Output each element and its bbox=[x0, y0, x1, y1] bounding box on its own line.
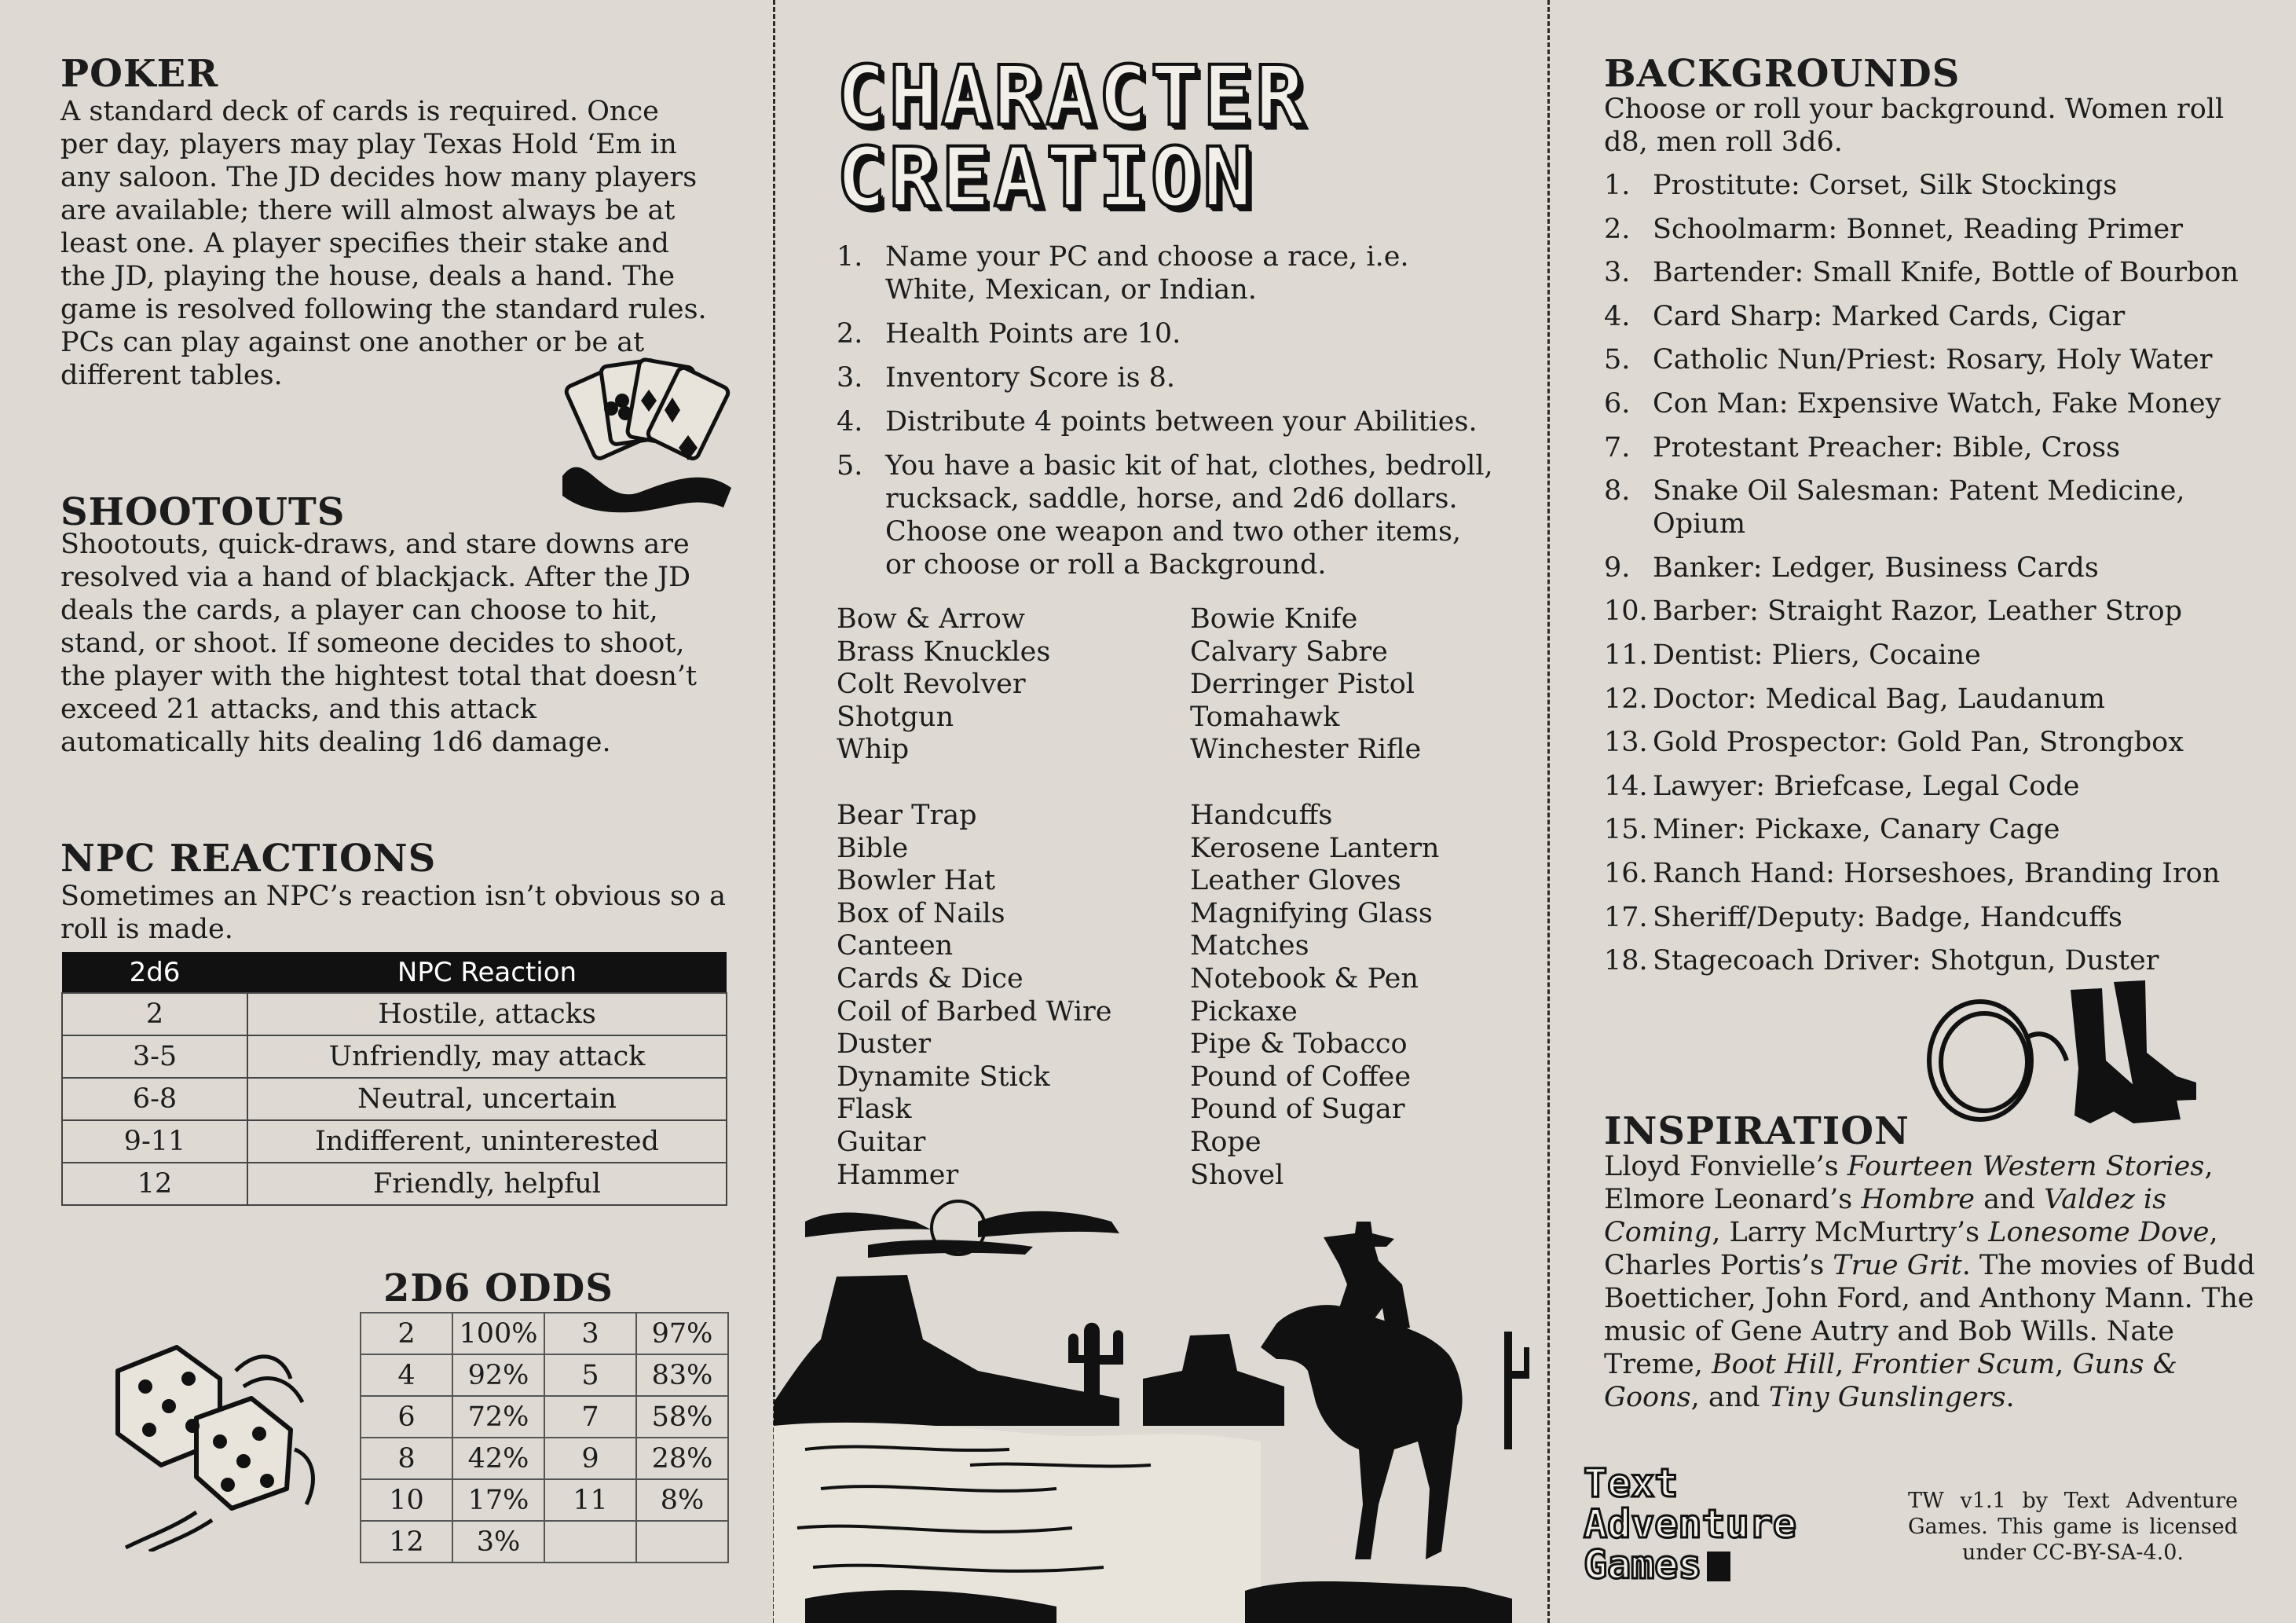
background-text: Barber: Straight Razor, Leather Strop bbox=[1653, 595, 2182, 628]
work-title: True Grit bbox=[1833, 1250, 1962, 1281]
inspiration-text: and bbox=[1975, 1184, 2045, 1215]
weapons-list-right bbox=[1190, 603, 1421, 767]
list-item: 14. Lawyer: Briefcase, Legal Code bbox=[1604, 770, 2080, 802]
npc-reaction-cell: Indifferent, uninterested bbox=[247, 1120, 727, 1163]
list-item: 16. Ranch Hand: Horseshoes, Branding Iron bbox=[1604, 857, 2221, 889]
npc-reaction-cell: Friendly, helpful bbox=[247, 1163, 727, 1205]
gear-item: Matches bbox=[1190, 930, 1309, 962]
background-text: Bartender: Small Knife, Bottle of Bourbon bbox=[1653, 257, 2239, 289]
odds-cell bbox=[544, 1521, 636, 1563]
odds-cell: 3 bbox=[544, 1313, 636, 1354]
list-item: 12. Doctor: Medical Bag, Laudanum bbox=[1604, 683, 2105, 715]
middle-panel bbox=[774, 0, 1547, 1623]
gear-item: Kerosene Lantern bbox=[1190, 832, 1440, 864]
odds-cell: 72% bbox=[452, 1396, 544, 1438]
npc-reaction-table bbox=[61, 952, 727, 1206]
odds-heading: 2D6 ODDS bbox=[383, 1266, 613, 1310]
table-row bbox=[62, 1035, 727, 1078]
table-row bbox=[62, 1078, 727, 1120]
gear-item: Canteen bbox=[837, 930, 954, 962]
work-title: Tiny Gunslingers bbox=[1768, 1382, 2006, 1413]
table-row bbox=[361, 1396, 728, 1438]
inspiration-text: . bbox=[2005, 1382, 2015, 1413]
list-item: 7. Protestant Preacher: Bible, Cross bbox=[1604, 431, 2121, 463]
inspiration-text: , Elmore Leonard’s bbox=[1604, 1151, 2214, 1215]
logo-line-2: Adventure bbox=[1584, 1501, 1796, 1547]
gear-item: Leather Gloves bbox=[1190, 865, 1401, 897]
background-text: Catholic Nun/Priest: Rosary, Holy Water bbox=[1653, 344, 2213, 376]
weapon-item: Whip bbox=[837, 734, 910, 766]
odds-cell: 3% bbox=[452, 1521, 544, 1563]
title-line-1: CHARACTER bbox=[837, 48, 1308, 144]
table-row bbox=[361, 1354, 728, 1396]
table-row bbox=[361, 1313, 728, 1354]
license-text: TW v1.1 by Text Adventure Games. This game is licensed under CC-BY-SA-4.0. bbox=[1908, 1489, 2238, 1565]
gear-item: Bear Trap bbox=[837, 800, 977, 831]
list-item: 17. Sheriff/Deputy: Badge, Handcuffs bbox=[1604, 901, 2122, 933]
weapon-item: Derringer Pistol bbox=[1190, 669, 1415, 701]
gear-item: Guitar bbox=[837, 1126, 926, 1158]
table-row bbox=[361, 1438, 728, 1479]
odds-cell: 6 bbox=[361, 1396, 452, 1438]
gear-item: Flask bbox=[837, 1094, 912, 1126]
gear-item: Bowler Hat bbox=[837, 865, 995, 897]
odds-cell: 100% bbox=[452, 1313, 544, 1354]
background-text: Dentist: Pliers, Cocaine bbox=[1653, 639, 1981, 671]
gear-item: Notebook & Pen bbox=[1190, 962, 1419, 995]
list-item: 5. Catholic Nun/Priest: Rosary, Holy Water bbox=[1604, 344, 2213, 376]
list-item: 3. Inventory Score is 8. bbox=[837, 362, 1176, 394]
list-item: 1. Name your PC and choose a race, i.e. White, Mexican, or Indian. bbox=[837, 240, 1496, 306]
desert-cowboy-illustration bbox=[774, 1190, 1547, 1623]
gear-item: Pound of Sugar bbox=[1190, 1094, 1405, 1126]
inspiration-heading: INSPIRATION bbox=[1604, 1109, 1910, 1153]
npc-roll-cell: 2 bbox=[62, 993, 247, 1035]
list-item: 6. Con Man: Expensive Watch, Fake Money bbox=[1604, 387, 2221, 419]
inspiration-text: Lloyd Fonvielle’s bbox=[1604, 1151, 1847, 1182]
npc-roll-cell: 12 bbox=[62, 1163, 247, 1205]
backgrounds-list bbox=[1604, 169, 2248, 988]
npc-reactions-intro: Sometimes an NPC’s reaction isn’t obvious so a roll is made. bbox=[60, 881, 726, 945]
character-creation-title bbox=[837, 48, 1308, 225]
list-item: 15. Miner: Pickaxe, Canary Cage bbox=[1604, 814, 2060, 846]
odds-cell: 12 bbox=[361, 1521, 452, 1563]
odds-cell: 97% bbox=[636, 1313, 728, 1354]
odds-cell: 10 bbox=[361, 1479, 452, 1521]
inspiration-text: , bbox=[1835, 1349, 1853, 1380]
shootouts-body: Shootouts, quick-draws, and stare downs are resolved via a hand of blackjack. After the JD deals the cards, a player can choose to hit, stand, or shoot. If someone decides to shoot, the player with the hightest total that doesn’t exceed 21 attacks, and this attack automatically hits dealing 1d6 damage. bbox=[60, 529, 698, 758]
odds-cell: 83% bbox=[636, 1354, 728, 1396]
odds-cell bbox=[636, 1521, 728, 1563]
npc-roll-cell: 6-8 bbox=[62, 1078, 247, 1120]
step-text: Inventory Score is 8. bbox=[885, 362, 1176, 394]
odds-cell: 8 bbox=[361, 1438, 452, 1479]
odds-cell: 28% bbox=[636, 1438, 728, 1479]
step-text: Name your PC and choose a race, i.e. White, Mexican, or Indian. bbox=[885, 241, 1409, 306]
items-list-left bbox=[837, 800, 1111, 1192]
list-item: 9. Banker: Ledger, Business Cards bbox=[1604, 551, 2099, 584]
title-line-2: CREATION bbox=[837, 130, 1255, 225]
list-item: 4. Card Sharp: Marked Cards, Cigar bbox=[1604, 300, 2126, 332]
dice-icon bbox=[102, 1324, 330, 1552]
odds-cell: 2 bbox=[361, 1313, 452, 1354]
npc-roll-cell: 3-5 bbox=[62, 1035, 247, 1078]
list-item: 2. Health Points are 10. bbox=[837, 318, 1181, 350]
odds-cell: 92% bbox=[452, 1354, 544, 1396]
list-item: 11. Dentist: Pliers, Cocaine bbox=[1604, 639, 1981, 671]
gear-item: Pickaxe bbox=[1190, 995, 1298, 1028]
inspiration-text: , Charles Portis’s bbox=[1604, 1217, 2218, 1281]
inspiration-text: , Larry McMurtry’s bbox=[1712, 1217, 1989, 1248]
gear-item: Magnifying Glass bbox=[1190, 897, 1433, 929]
list-item: 13. Gold Prospector: Gold Pan, Strongbox bbox=[1604, 727, 2184, 759]
gear-item: Handcuffs bbox=[1190, 800, 1333, 831]
lasso-boots-icon bbox=[1917, 974, 2200, 1147]
gear-item: Dynamite Stick bbox=[837, 1061, 1050, 1093]
background-text: Con Man: Expensive Watch, Fake Money bbox=[1653, 387, 2221, 419]
inspiration-text: . The movies of Budd Boetticher, John Ford, and Anthony Mann. The music of Gene Autry and Bob Wills. Nate Treme, bbox=[1604, 1250, 2255, 1380]
npc-col-reaction-header: NPC Reaction bbox=[247, 952, 727, 993]
odds-cell: 58% bbox=[636, 1396, 728, 1438]
table-row bbox=[62, 1163, 727, 1205]
npc-reactions-heading: NPC REACTIONS bbox=[60, 837, 437, 881]
background-text: Prostitute: Corset, Silk Stockings bbox=[1653, 170, 2118, 201]
work-title: Lonesome Dove bbox=[1988, 1217, 2210, 1248]
gear-item: Shovel bbox=[1190, 1159, 1284, 1191]
right-panel bbox=[1548, 0, 2296, 1623]
odds-cell: 8% bbox=[636, 1479, 728, 1521]
list-item: 1. Prostitute: Corset, Silk Stockings bbox=[1604, 170, 2118, 201]
gear-item: Cards & Dice bbox=[837, 962, 1023, 995]
gear-item: Coil of Barbed Wire bbox=[837, 995, 1112, 1028]
table-row bbox=[361, 1479, 728, 1521]
npc-reaction-cell: Neutral, uncertain bbox=[247, 1078, 727, 1120]
weapons-list-left bbox=[837, 603, 1050, 767]
npc-roll-cell: 9-11 bbox=[62, 1120, 247, 1163]
weapon-item: Brass Knuckles bbox=[837, 636, 1051, 668]
list-item: 8. Snake Oil Salesman: Patent Medicine, Opium bbox=[1604, 474, 2248, 540]
items-list-right bbox=[1190, 800, 1439, 1192]
gear-item: Duster bbox=[837, 1028, 932, 1061]
background-text: Protestant Preacher: Bible, Cross bbox=[1653, 431, 2121, 463]
gear-item: Box of Nails bbox=[837, 897, 1005, 929]
npc-col-roll-header: 2d6 bbox=[62, 952, 247, 993]
step-text: You have a basic kit of hat, clothes, bedroll, rucksack, saddle, horse, and 2d6 dollars. Choose one weapon and two other items, or choose or roll a Background. bbox=[885, 450, 1493, 581]
list-item: 18. Stagecoach Driver: Shotgun, Duster bbox=[1604, 945, 2159, 977]
background-text: Card Sharp: Marked Cards, Cigar bbox=[1653, 300, 2126, 332]
background-text: Stagecoach Driver: Shotgun, Duster bbox=[1653, 945, 2159, 977]
weapon-item: Tomahawk bbox=[1190, 701, 1340, 733]
gear-item: Bible bbox=[837, 832, 909, 864]
poker-heading: POKER bbox=[60, 52, 219, 96]
cursor-block-icon bbox=[1707, 1552, 1730, 1581]
list-item: 5. You have a basic kit of hat, clothes, bedroll, rucksack, saddle, horse, and 2d6 dollars. Choose one weapon and two other items, or choose or roll a Background. bbox=[837, 449, 1496, 581]
list-item: 3. Bartender: Small Knife, Bottle of Bourbon bbox=[1604, 257, 2239, 289]
background-text: Gold Prospector: Gold Pan, Strongbox bbox=[1653, 727, 2184, 759]
background-text: Banker: Ledger, Business Cards bbox=[1653, 551, 2099, 584]
work-title: Guns & Goons bbox=[1604, 1349, 2177, 1413]
work-title: Frontier Scum bbox=[1852, 1349, 2056, 1380]
background-text: Miner: Pickaxe, Canary Cage bbox=[1653, 814, 2060, 846]
weapon-item: Colt Revolver bbox=[837, 669, 1026, 701]
weapon-item: Winchester Rifle bbox=[1190, 734, 1422, 766]
weapon-item: Calvary Sabre bbox=[1190, 636, 1388, 668]
weapon-item: Bow & Arrow bbox=[837, 603, 1025, 635]
table-row bbox=[62, 993, 727, 1035]
gear-item: Pound of Coffee bbox=[1190, 1061, 1412, 1093]
gear-item: Rope bbox=[1190, 1126, 1262, 1158]
logo-line-3: Games bbox=[1584, 1542, 1702, 1588]
gear-item: Hammer bbox=[837, 1159, 959, 1191]
list-item: 4. Distribute 4 points between your Abilities. bbox=[837, 406, 1478, 438]
work-title: Boot Hill bbox=[1711, 1349, 1836, 1380]
npc-table-header bbox=[62, 952, 727, 993]
work-title: Fourteen Western Stories bbox=[1847, 1151, 2205, 1182]
background-text: Lawyer: Briefcase, Legal Code bbox=[1653, 770, 2080, 802]
odds-cell: 42% bbox=[452, 1438, 544, 1479]
table-row bbox=[62, 1120, 727, 1163]
background-text: Sheriff/Deputy: Badge, Handcuffs bbox=[1653, 901, 2122, 933]
odds-table bbox=[360, 1312, 729, 1563]
background-text: Doctor: Medical Bag, Laudanum bbox=[1653, 683, 2105, 715]
gear-item: Pipe & Tobacco bbox=[1190, 1028, 1408, 1061]
playing-cards-icon bbox=[555, 350, 740, 517]
inspiration-body bbox=[1604, 1150, 2256, 1414]
step-text: Health Points are 10. bbox=[885, 318, 1181, 350]
background-text: Ranch Hand: Horseshoes, Branding Iron bbox=[1653, 857, 2221, 889]
work-title: Hombre bbox=[1861, 1184, 1975, 1215]
step-text: Distribute 4 points between your Abilities. bbox=[885, 406, 1478, 438]
npc-reaction-cell: Unfriendly, may attack bbox=[247, 1035, 727, 1078]
odds-cell: 9 bbox=[544, 1438, 636, 1479]
npc-reaction-cell: Hostile, attacks bbox=[247, 993, 727, 1035]
odds-cell: 4 bbox=[361, 1354, 452, 1396]
odds-cell: 11 bbox=[544, 1479, 636, 1521]
work-title: Valdez is Coming bbox=[1604, 1184, 2167, 1248]
list-item: 10. Barber: Straight Razor, Leather Strop bbox=[1604, 595, 2182, 628]
shootouts-heading: SHOOTOUTS bbox=[60, 490, 346, 534]
left-panel bbox=[0, 0, 773, 1623]
list-item: 2. Schoolmarm: Bonnet, Reading Primer bbox=[1604, 213, 2183, 245]
weapon-item: Bowie Knife bbox=[1190, 603, 1358, 635]
backgrounds-heading: BACKGROUNDS bbox=[1604, 52, 1961, 96]
odds-cell: 7 bbox=[544, 1396, 636, 1438]
background-text: Snake Oil Salesman: Patent Medicine, Opium bbox=[1653, 475, 2185, 540]
creation-steps bbox=[837, 240, 1496, 592]
text-adventure-games-logo bbox=[1584, 1460, 1796, 1588]
background-text: Schoolmarm: Bonnet, Reading Primer bbox=[1653, 213, 2183, 245]
weapon-item: Shotgun bbox=[837, 701, 954, 733]
odds-cell: 17% bbox=[452, 1479, 544, 1521]
poker-body: A standard deck of cards is required. Once per day, players may play Texas Hold ‘Em in any saloon. The JD decides how many players are available; there will almost always be at least one. A player specifies their stake and the JD, playing the house, deals a hand. The game is resolved following the standard rules. PCs can play against one another or be at different tables. bbox=[60, 96, 707, 391]
logo-line-1: Text bbox=[1584, 1460, 1679, 1506]
inspiration-text: , bbox=[2055, 1349, 2073, 1380]
backgrounds-intro: Choose or roll your background. Women roll d8, men roll 3d6. bbox=[1604, 93, 2225, 158]
table-row bbox=[361, 1521, 728, 1563]
inspiration-text: , and bbox=[1690, 1382, 1769, 1413]
odds-cell: 5 bbox=[544, 1354, 636, 1396]
